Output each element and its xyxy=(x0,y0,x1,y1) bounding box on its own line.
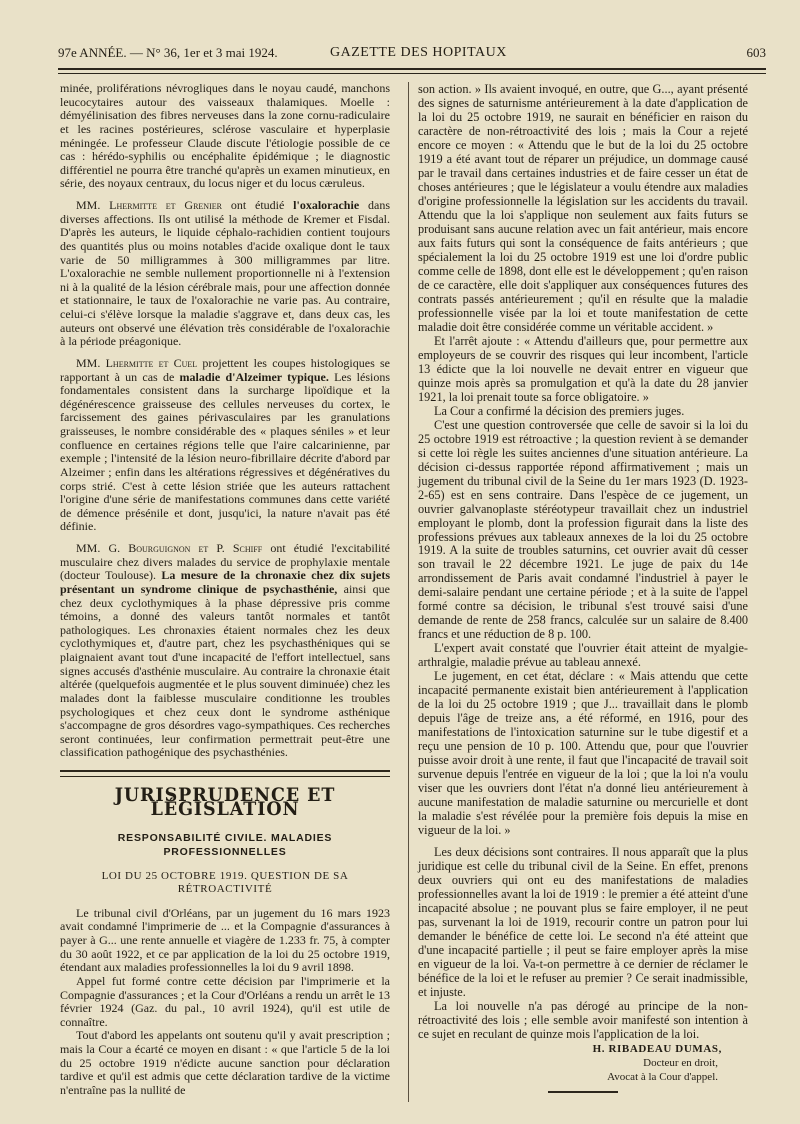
topic-oxalorachie: l'oxalorachie xyxy=(293,198,360,212)
journal-title: GAZETTE DES HOPITAUX xyxy=(330,45,507,60)
paragraph-controverse: C'est une question controversée que celle de savoir si la loi du 25 octobre 1919 est rétroactive ; la question revient à se demander si cette loi règle les suites anciennes d'une situation antérieure. La décision ci-dessus rapportée répond affirmativement ; mais un jugement du tribunal civil de la Seine du 1er mars 1923 (D. 1923-2-65) est en sens contraire. Dans l'espèce de ce jugement, un ouvrier galvanoplaste stéréotypeur travaillait chez un industriel employant le plomb, dont la profession figurait dans la liste des professions prévues aux tableaux annexes de la loi du 25 octobre 1919. A la suite de troubles saturnins, cet ouvrier avait dû cesser son travail le 22 décembre 1921. Le juge de paix du 14e arrondissement de Paris avait condamné l'industriel à payer le demi-salaire pendant une certaine période ; et à la suite de l'appel formé contre sa décision, le tribunal s'est trouvé saisi d'une demande de rente de 258 francs, calculée sur un salaire de 8.400 francs et une réduction de 8 p. 100. xyxy=(418,417,748,642)
authors-lhermitte-grenier: MM. Lhermitte et Grenier xyxy=(76,198,222,212)
paragraph-conclusion: La loi nouvelle n'a pas dérogé au principe de la non-rétroactivité des lois ; elle semble avoir manifesté son intention à ce sujet en reculant de quinze mois l'application de la loi. xyxy=(418,998,748,1041)
signature-title: Docteur en droit, xyxy=(643,1056,718,1069)
end-rule xyxy=(548,1091,618,1093)
header-rule xyxy=(58,68,766,74)
left-column xyxy=(60,82,390,1098)
page-number: 603 xyxy=(746,45,766,60)
lead-text: ont étudié l'excitabilité musculaire chez divers malades du service de prophylaxie mentale (docteur Toulouse). xyxy=(60,541,390,583)
paragraph-alzeimer xyxy=(60,357,390,534)
section-rule xyxy=(60,770,390,777)
article-subtitle: RESPONSABILITÉ CIVILE. MALADIES PROFESSIONNELLES xyxy=(117,832,333,858)
body-text: ainsi que chez deux cyclothymiques à la phase dépressive pris comme témoins, a donné des valeurs tantôt normales et tantôt pathologiques. Les chronaxies étaient normales chez les deux cyclothymiques et, d'autre part, chez les psychasthéniques qui se plaignaient avant tout d'une incapacité de l'effort intellectuel, sans signes accusés d'asthénie musculaire. Au contraire la chronaxie était altérée (quelquefois augmentée et le plus souvent diminuée) chez les malades dont la faiblesse musculaire conditionne les troubles psychologiques et chez ceux dont le syndrome asthénique s'accompagne de gros désordres vago-sympathiques. Ces recherches seront continuées, leur confirmation permettrait peut-être une classification pathogénique des psychasthénies. xyxy=(60,581,390,760)
paragraph-confirmation: La Cour a confirmé la décision des premiers juges. xyxy=(434,403,685,418)
paragraph-claude: minée, proliférations névrogliques dans le noyau caudé, manchons leucocytaires autour des vaisseaux thalamiques. Moelle : démyélinisation des fibres nerveuses dans la zone cornu-radiculaire et les racines postérieures, sclérose vasculaire et hyperplasie méningée. Le professeur Claude discute l'étiologie possible de ce cas : hérédo-syphilis ou encéphalite épidémique ; le diagnostic différentiel ne pourra être tranché qu'après un examen minutieux, en série, des noyaux centraux, du locus niger et du locus cæruleus. xyxy=(60,81,390,191)
lead-text: ont étudié xyxy=(230,198,285,212)
signature-name: H. RIBADEAU DUMAS, xyxy=(592,1042,722,1055)
authors-lhermitte-cuel: MM. Lhermitte et Cuel xyxy=(76,355,198,370)
paragraph-expert: L'expert avait constaté que l'ouvrier était atteint de myalgie-arthralgie, maladie prévue au tableau annexé. xyxy=(418,641,748,670)
paragraph-decisions: Les deux décisions sont contraires. Il nous apparaît que la plus juridique est celle du tribunal civil de la Seine. En effet, prenons deux ouvriers qui ont eu des manifestations de maladies professionnelles avant la loi de 1919 : le premier a été atteint d'une incapacité absolue ; ne pouvant plus se faire employer, il ne peut pas, survenant la loi de 1919, recourir contre un patron pour lui demander le bénéfice de cette loi. Le second n'a été atteint que d'une incapacité partielle ; il peut se faire employer après la mise en vigueur de la loi. Va-t-on permettre à ce dernier de réclamer le bénéfice de la loi et le refuser au premier ? Ce serait inadmissible, et injuste. xyxy=(418,845,748,999)
paragraph-prescription: Tout d'abord les appelants ont soutenu qu'il y avait prescription ; mais la Cour a écarté ce moyen en disant : « que l'article 5 de la loi du 25 octobre 1919 n'édicte aucune sanction pour déclaration tardive et qu'il est admis que cette déclaration tardive de la victime n'entraîne pas la nullité de xyxy=(60,1028,390,1097)
paragraph-oxalorachie xyxy=(60,199,390,349)
authors-bourguignon-schiff: MM. G. Bourguignon et P. Schiff xyxy=(76,541,263,555)
paragraph-action: son action. » Ils avaient invoqué, en outre, que G..., ayant présenté des signes de saturnisme antérieurement à la date d'application de la loi du 25 octobre 1919, ne saurait en bénéficier en raison du caractère de non-rétroactivité des lois ; mais la Cour a rejeté encore ce moyen : « Attendu que le but de la loi du 25 octobre 1919 a été avant tout de réparer un préjudice, un dommage causé par le travail dans certaines industries et de faire cesser un état de choses antérieures ; que le législateur a voulu étendre aux maladies d'origine professionnelle la législation sur les accidents du travail. Attendu que la loi s'applique non seulement aux faits futurs se produisant sans aucune relation avec un fait antérieur, mais encore aux faits futurs qui sont la conséquence de faits antérieurs ; que spécialement la loi du 25 octobre 1919 est une loi d'ordre public comme celle de 1898, dont elle est le développement ; qu'en raison de ce caractère, elle doit s'appliquer aux conséquences futures des contrats passés antérieurement ; qu'il en résulte que la maladie professionnelle visée par la loi et toute manifestation de cette maladie doit être considérée comme un véritable accident. » xyxy=(418,82,748,334)
paragraph-appel: Appel fut formé contre cette décision par l'imprimerie et la Compagnie d'assurances ; et la Cour d'Orléans a rendu un arrêt le 13 février 1924 (Gaz. du pal., 10 avril 1924), qu'il est utile de connaître. xyxy=(60,973,390,1029)
signature-role: Avocat à la Cour d'appel. xyxy=(607,1070,718,1083)
paragraph-jugement: Le jugement, en cet état, déclare : « Mais attendu que cette incapacité permanente existait bien antérieurement à l'application de la loi du 25 octobre 1919 ; que J... travaillait dans le plomb depuis l'âge de treize ans, a été réformé, en 1916, pour des manifestations de l'intoxication saturnine sur le tube digestif et a reçu une pension de 10 p. 100. Attendu que, pour que l'ouvrier puisse avoir droit à une rente, il faut que l'incapacité de travail soit survenue depuis l'entrée en vigueur de la loi ; que la loi n'a voulu viser que les ouvriers dont l'état n'a donné lieu antérieurement à aucune manifestation de maladie saturnine ou mercurielle et dont la maladie s'est révélée pour la première fois depuis la mise en vigueur de la loi. » xyxy=(418,669,748,838)
paragraph-chronaxie xyxy=(60,542,390,760)
column-divider xyxy=(408,82,409,1102)
topic-alzeimer: maladie d'Alzeimer typique. xyxy=(179,369,329,384)
issue-info: 97e ANNÉE. — N° 36, 1er et 3 mai 1924. xyxy=(58,45,278,60)
body-text: dans diverses affections. Ils ont utilisé la méthode de Kremer et Fisdal. D'après les auteurs, le liquide céphalo-rachidien contient toujours des quantités plus ou moins notables d'acide oxalique dont le taux varie de 50 milligrammes à 300 milligrammes par litre. L'oxalorachie ne semble nullement proportionnelle ni à l'extension ni à la qualité de la lésion cérébrale mais, pour une affection donnée et stationnaire, le taux de l'oxalorachie ne varie pas. Au contraire, celui-ci s'élève lorsque la maladie s'aggrave et, dans deux cas, les auteurs ont observé une élévation très considérable de l'oxalorachie à la période préagonique. xyxy=(60,198,390,349)
article-subtitle-law: LOI DU 25 OCTOBRE 1919. QUESTION DE SA RÉTROACTIVITÉ xyxy=(101,869,349,896)
body-text: Les lésions fondamentales consistent dans la surcharge lipoïdique et la dégénérescence graisseuse des cellules nerveuses du cortex, le farcissement des gaines périvasculaires par les granulations graisseuses, le nombre considérable des « plaques séniles » et leur confluence en certaines régions telle que l'aire calcarinienne, par exemple ; l'intensité de la lésion neuro-fibrillaire décrite d'abord par Alzeimer ; enfin dans les altérations régressives et dégénératives du corps strié. C'est à cette lésion striée que les auteurs rattachent l'origine d'une série de manifestations communes dans cette variété de démence présénile et dont, jusqu'ici, la nature n'avait pas été définie. xyxy=(60,369,390,534)
paragraph-orleans: Le tribunal civil d'Orléans, par un jugement du 16 mars 1923 avait condamné l'imprimerie de ... et la Compagnie d'assurances à payer à G... une rente annuelle et viagère de 1.233 fr. 75, à compter du 30 août 1922, et ce par application de la loi du 25 octobre 1919, étendant aux maladies professionnelles la loi du 9 avril 1898. xyxy=(60,905,390,975)
right-column xyxy=(418,82,748,1093)
paragraph-arret: Et l'arrêt ajoute : « Attendu d'ailleurs que, pour permettre aux employeurs de se couvrir des risques qui leur incombent, l'article 13 édicte que la loi nouvelle ne devait entrer en vigueur que quinze mois après sa promulgation et qu'à la date du 28 janvier 1921, la loi prenait toute sa force obligatoire. » xyxy=(418,333,748,404)
section-title: JURISPRUDENCE ET LÉGISLATION xyxy=(114,784,336,820)
page-header xyxy=(58,42,766,64)
topic-chronaxie: La mesure de la chronaxie chez dix sujets présentant un syndrome clinique de psychasthénie, xyxy=(60,568,391,596)
lead-text: projettent les coupes histologiques se rapportant à un cas de xyxy=(60,355,391,384)
